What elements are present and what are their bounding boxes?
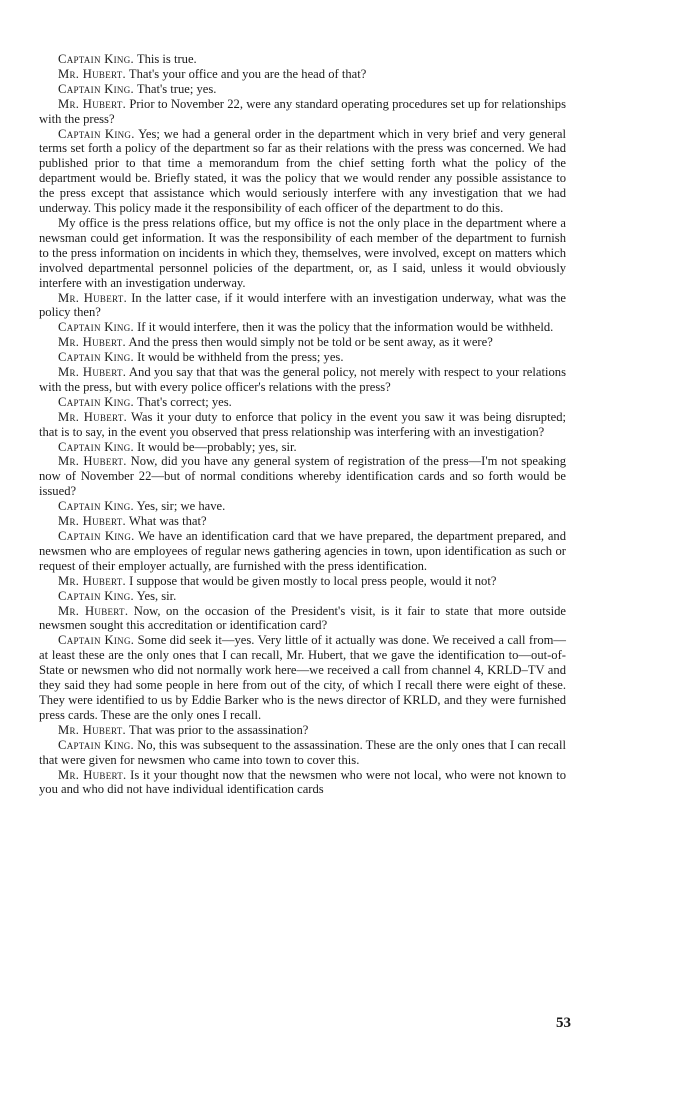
speech-text: If it would interfere, then it was the policy that the information would be withheld.	[133, 320, 554, 335]
speaker-name: Mr. Hubert.	[58, 66, 127, 81]
speaker-name: Captain King.	[58, 394, 134, 409]
speech-text: That's your office and you are the head of that?	[126, 66, 367, 81]
transcript-paragraph	[39, 499, 566, 514]
transcript-paragraph	[39, 410, 566, 440]
speech-text: Some did seek it—yes. Very little of it actually was done. We received a call from—at least these are the only ones that I can recall, Mr. Hubert, that we gave the identification to—out-of-State or newsmen who did not normally work here—we received a call from channel 4, KRLD–TV and they said they had some people in here from out of the city, of which I recall there were eight of these. They were identified to us by Eddie Barker who is the news director of KRLD, and they were furnished press cards. These are the only ones I recall.	[39, 633, 567, 722]
speaker-name: Mr. Hubert.	[58, 573, 127, 588]
speaker-name: Mr. Hubert.	[58, 722, 127, 737]
transcript-body	[39, 52, 566, 797]
speech-text: Yes; we had a general order in the department which in very brief and very general terms set forth a policy of the department so far as their relations with the press was concerned. We had published prior to that time a memorandum from the chief setting forth what the policy of the department would be. Briefly stated, it was the policy that we would render any possible assistance to the press except that assistance which would seriously interfere with any investigation that we had underway. This policy made it the responsibility of each officer of the department to do this.	[39, 126, 567, 216]
speech-text: Yes, sir; we have.	[133, 499, 226, 514]
transcript-paragraph	[39, 589, 566, 604]
speech-text: This is true.	[133, 52, 197, 66]
speech-text: I suppose that would be given mostly to local press people, would it not?	[126, 573, 497, 588]
speaker-name: Mr. Hubert.	[58, 96, 127, 111]
transcript-paragraph	[39, 529, 566, 574]
speaker-name: Mr. Hubert.	[58, 290, 128, 305]
transcript-paragraph	[39, 440, 566, 455]
speaker-name: Mr. Hubert.	[58, 409, 128, 424]
transcript-paragraph	[39, 97, 566, 127]
speech-text: Yes, sir.	[133, 588, 177, 603]
speech-text: Was it your duty to enforce that policy in the event you saw it was being disrupted; that is to say, in the event you observed that press relationship was interfering with an investigation?	[39, 409, 566, 439]
speaker-name: Captain King.	[58, 499, 134, 514]
transcript-paragraph	[39, 320, 566, 335]
transcript-paragraph	[39, 216, 566, 291]
speech-text: And the press then would simply not be told or be sent away, as it were?	[126, 335, 493, 350]
speaker-name: Mr. Hubert.	[58, 767, 127, 782]
speaker-name: Mr. Hubert.	[58, 514, 127, 529]
speech-text: And you say that that was the general policy, not merely with respect to your relations with the press, but with every police officer's relations with the press?	[39, 365, 566, 394]
page-number: 53	[556, 1015, 571, 1031]
speech-text: We have an identification card that we have prepared, the department prepared, and newsmen who are employees of regular news gathering agencies in town, upon identification as such or request of their employer actually, are furnished with the press identification.	[39, 529, 567, 573]
speech-text: No, this was subsequent to the assassination. These are the only ones that I can recall that were given for newsmen who came into town to cover this.	[39, 737, 567, 767]
speaker-name: Captain King.	[58, 350, 134, 365]
speaker-name: Captain King.	[58, 126, 135, 141]
speaker-name: Mr. Hubert.	[58, 603, 129, 618]
speaker-name: Captain King.	[58, 737, 135, 752]
speech-text: That was prior to the assassination?	[126, 722, 309, 737]
transcript-paragraph	[39, 127, 566, 216]
speaker-name: Captain King.	[58, 588, 134, 603]
speech-text: That's correct; yes.	[133, 394, 232, 409]
transcript-paragraph	[39, 365, 566, 395]
speech-text: Now, did you have any general system of registration of the press—I'm not speaking now of November 22—but of normal conditions whereby identification cards and so forth would be issued?	[39, 454, 566, 499]
speech-text: Prior to November 22, were any standard operating procedures set up for relationships with the press?	[39, 96, 566, 126]
transcript-paragraph	[39, 335, 566, 350]
speaker-name: Mr. Hubert.	[58, 365, 127, 380]
transcript-paragraph	[39, 291, 566, 321]
transcript-paragraph	[39, 514, 566, 529]
speech-text: What was that?	[126, 514, 207, 529]
speaker-name: Mr. Hubert.	[58, 335, 127, 350]
transcript-paragraph	[39, 768, 566, 798]
transcript-paragraph	[39, 454, 566, 499]
transcript-paragraph	[39, 350, 566, 365]
speech-text: Now, on the occasion of the President's visit, is it fair to state that more outside newsmen sought this accreditation or identification card?	[39, 603, 566, 633]
speech-text: It would be withheld from the press; yes.	[133, 350, 344, 365]
transcript-paragraph	[39, 723, 566, 738]
speech-text: In the latter case, if it would interfere with an investigation underway, what was the policy then?	[39, 290, 566, 320]
speaker-name: Mr. Hubert.	[58, 454, 127, 469]
speaker-name: Captain King.	[58, 529, 135, 543]
speaker-name: Captain King.	[58, 633, 135, 648]
speaker-name: Captain King.	[58, 81, 134, 96]
speech-text: Is it your thought now that the newsmen who were not local, who were not known to you and who did not have individual identification cards	[39, 767, 566, 797]
transcript-paragraph	[39, 82, 566, 97]
transcript-paragraph	[39, 395, 566, 410]
speaker-name: Captain King.	[58, 439, 134, 454]
transcript-paragraph	[39, 52, 566, 67]
speaker-name: Captain King.	[58, 52, 134, 66]
speech-text: My office is the press relations office, but my office is not the only place in the department where a newsman could get information. It was the responsibility of each member of the department to furnish to the press information on incidents in which they, themselves, were involved, except on matters which involved departmental personnel policies of the department, or, as I said, unless it would obviously interfere with an investigation underway.	[39, 215, 566, 290]
speech-text: It would be—probably; yes, sir.	[133, 439, 297, 454]
transcript-paragraph	[39, 738, 566, 768]
transcript-paragraph	[39, 604, 566, 634]
transcript-paragraph	[39, 633, 566, 722]
transcript-paragraph	[39, 67, 566, 82]
transcript-paragraph	[39, 574, 566, 589]
speaker-name: Captain King.	[58, 320, 134, 335]
speech-text: That's true; yes.	[133, 81, 217, 96]
